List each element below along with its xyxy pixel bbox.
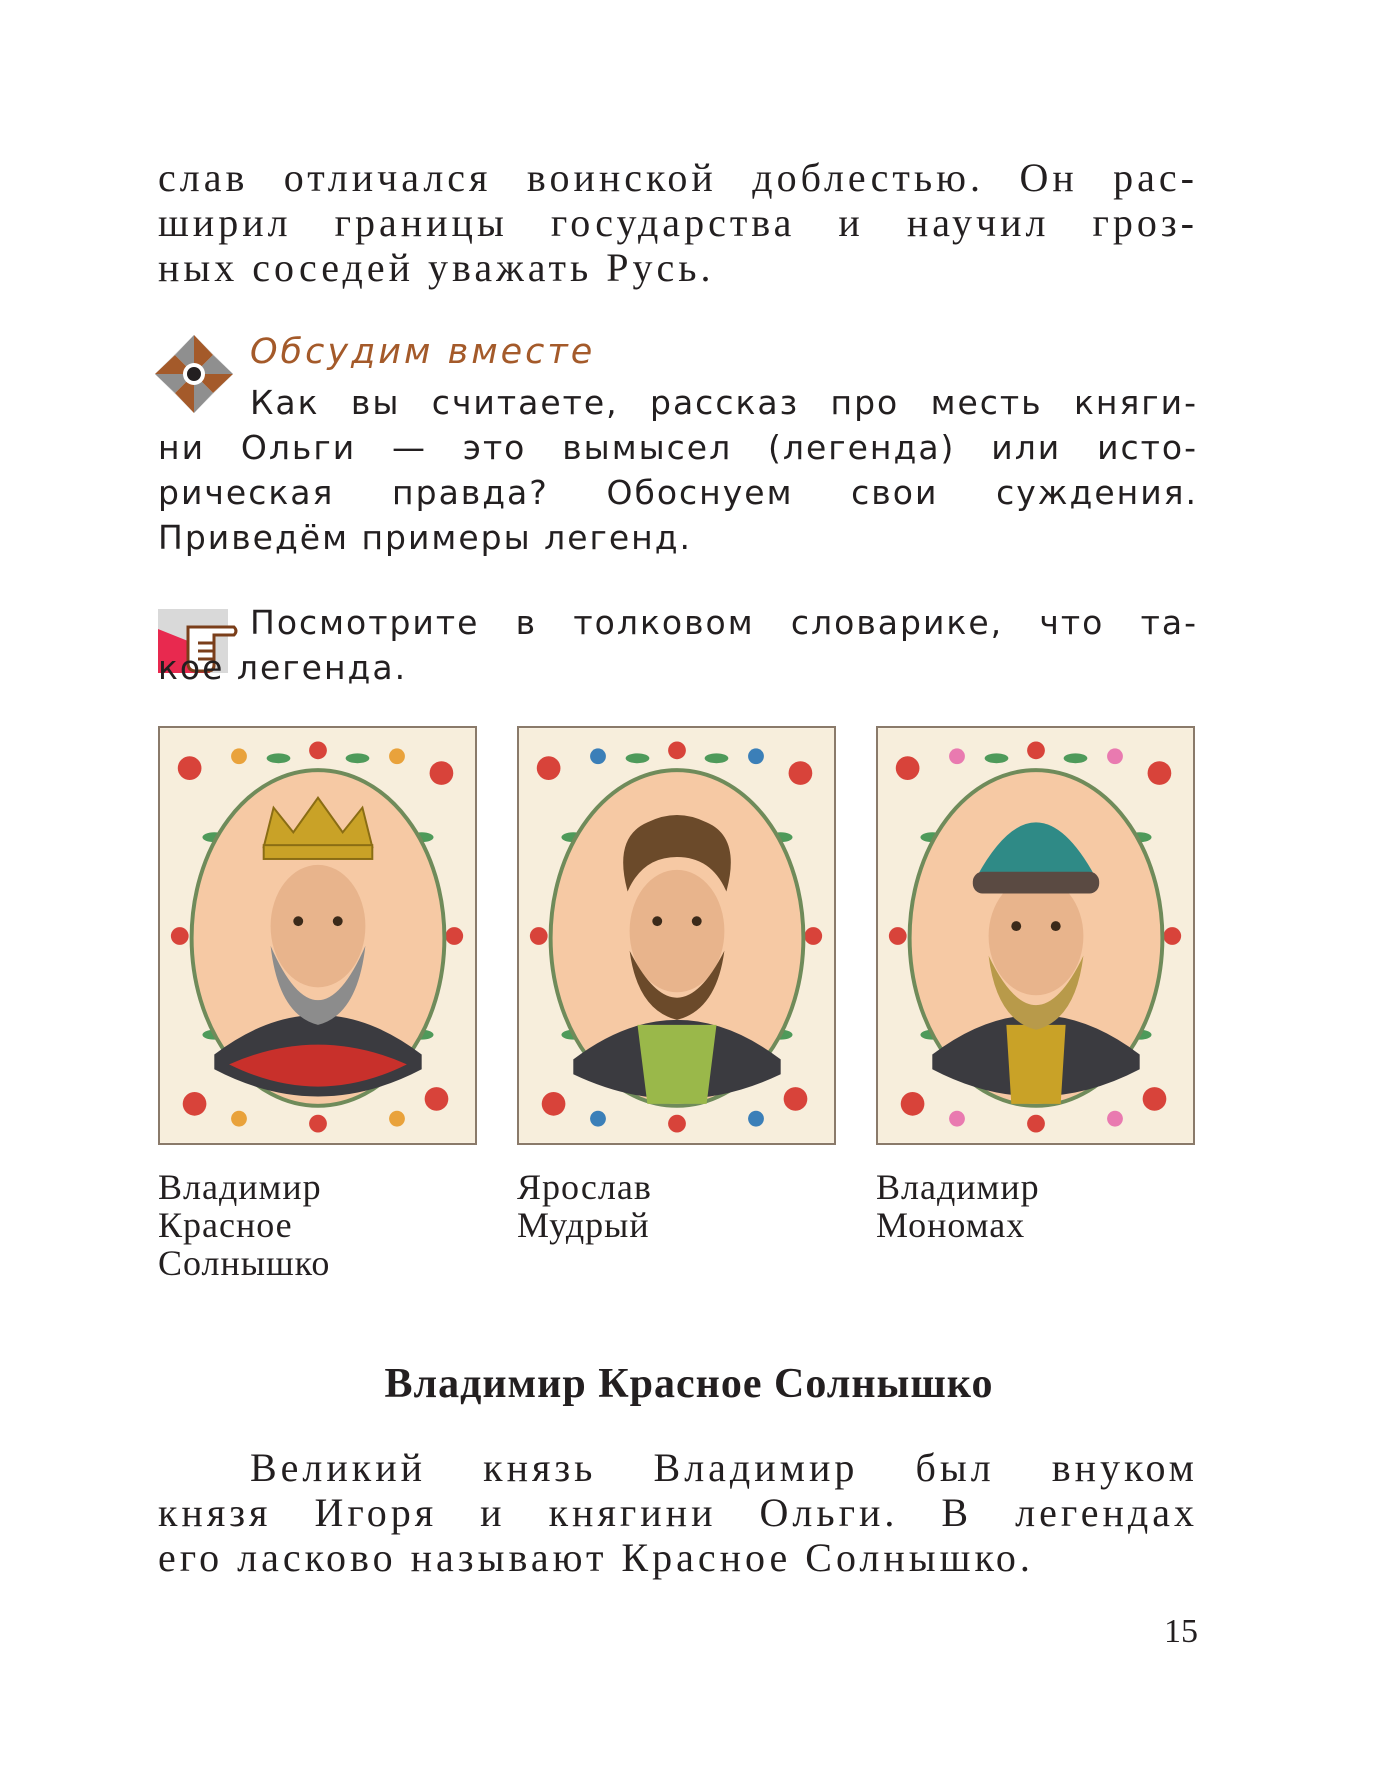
portrait-caption (876, 1168, 1040, 1244)
caption-line: Солнышко (158, 1243, 331, 1283)
caption-line: Красное (158, 1205, 293, 1245)
text-line: Посмотрите в толковом словарике, что та- (250, 603, 1198, 642)
caption-line: Мономах (876, 1205, 1026, 1245)
portrait-vladimir-icon (158, 726, 477, 1145)
portrait-yaroslav-icon (517, 726, 836, 1145)
text-line: Как вы считаете, рассказ про месть княги- (250, 383, 1198, 422)
text-line: его ласково называют Красное Солнышко. (158, 1535, 1034, 1580)
portrait-monomakh-icon (876, 726, 1195, 1145)
text-line: ных соседей уважать Русь. (158, 245, 715, 290)
caption-line: Владимир (876, 1167, 1040, 1207)
caption-line: Ярослав (517, 1167, 652, 1207)
text-line: Великий князь Владимир был внуком (250, 1445, 1198, 1490)
caption-line: Владимир (158, 1167, 322, 1207)
text-line: Приведём примеры легенд. (158, 518, 693, 557)
hint-paragraph (158, 600, 1198, 690)
portrait-caption (158, 1168, 330, 1282)
discuss-paragraph (158, 380, 1198, 560)
text-line: кое легенда. (158, 648, 408, 687)
text-line: князя Игоря и княгини Ольги. В легендах (158, 1490, 1198, 1535)
text-line: ширил границы государства и научил гроз- (158, 200, 1198, 245)
portrait-caption (517, 1168, 652, 1244)
intro-paragraph (158, 155, 1198, 290)
page-number: 15 (1164, 1613, 1198, 1650)
text-line: рическая правда? Обоснуем свои суждения. (158, 473, 1198, 512)
text-line: слав отличался воинской доблестью. Он рас- (158, 155, 1198, 200)
caption-line: Мудрый (517, 1205, 650, 1245)
text-line: ни Ольги — это вымысел (легенда) или исто- (158, 428, 1198, 467)
section-title: Владимир Красное Солнышко (384, 1361, 994, 1407)
discuss-heading: Обсудим вместе (250, 332, 596, 372)
body-paragraph (158, 1445, 1198, 1580)
